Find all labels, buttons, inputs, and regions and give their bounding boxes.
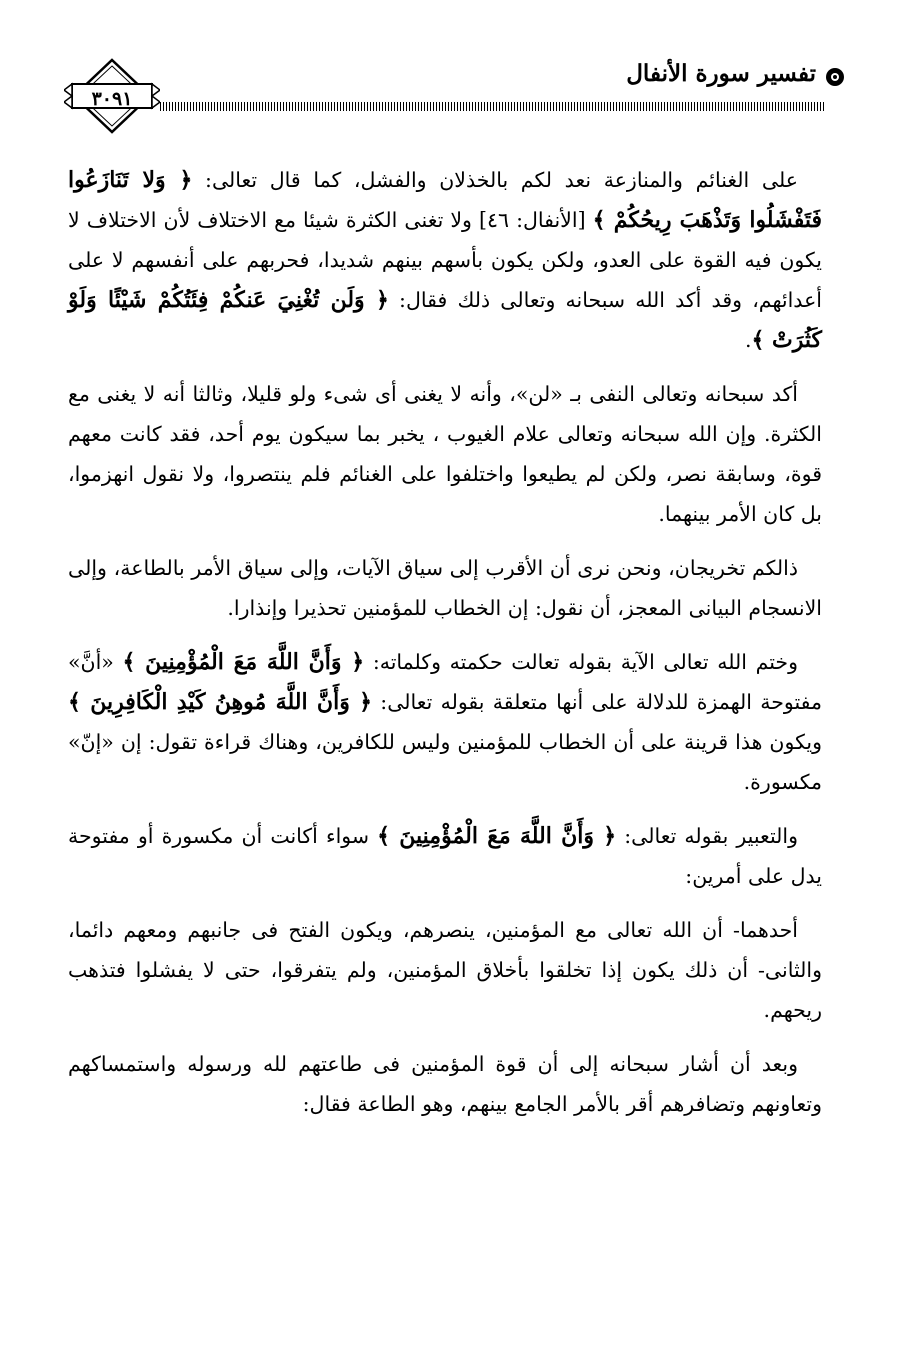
paragraph-text: «أنَّ» مفتوحة الهمزة للدلالة على أنها متعلقة بقوله تعالى: bbox=[68, 650, 823, 714]
paragraph-text: على الغنائم والمنازعة نعد لكم بالخذلان والفشل، كما قال تعالى: bbox=[192, 168, 798, 192]
flower-ornament-icon bbox=[824, 66, 846, 88]
quran-verse-quote: ﴿ وَأَنَّ اللَّهَ مُوهِنُ كَيْدِ الْكَافِرِينَ ﴾ bbox=[68, 689, 373, 715]
header-rule bbox=[160, 102, 826, 111]
paragraph-text: [الأنفال: ٤٦] ولا تغنى الكثرة شيئا مع الاختلاف لأن الاختلاف لا يكون فيه القوة على العدو، ولكن يكون بأسهم بينهم شديدا، فحربهم على أنفسهم لا على أعدائهم، وقد أكد الله سبحانه وتعالى ذلك فقال: bbox=[68, 208, 822, 312]
paragraph-text: وبعد أن أشار سبحانه إلى أن قوة المؤمنين فى طاعتهم لله ورسوله واستمساكهم وتعاونهم وتضافرهم أقر بالأمر الجامع بينهم، وهو الطاعة فقال: bbox=[68, 1052, 822, 1116]
body-paragraph bbox=[68, 374, 822, 534]
paragraph-text: . bbox=[744, 328, 752, 352]
page-number: ٣٠٩١ bbox=[91, 88, 133, 110]
paragraph-text: ويكون هذا قرينة على أن الخطاب للمؤمنين وليس للكافرين، وهناك قراءة تقول: إن «إنّ» مكسورة. bbox=[68, 730, 822, 794]
quran-verse-quote: ﴿ وَأَنَّ اللَّهَ مَعَ الْمُؤْمِنِينَ ﴾ bbox=[377, 823, 617, 849]
body-paragraph bbox=[68, 160, 822, 360]
page-body bbox=[68, 160, 822, 1138]
body-paragraph bbox=[68, 910, 822, 1030]
page-header bbox=[64, 50, 834, 140]
body-paragraph bbox=[68, 816, 822, 896]
quran-verse-quote: ﴿ وَلَن تُغْنِيَ عَنكُمْ فِئَتُكُمْ شَيْئًا وَلَوْ كَثُرَتْ ﴾ bbox=[68, 287, 822, 353]
body-paragraph bbox=[68, 642, 822, 802]
body-paragraph bbox=[68, 548, 822, 628]
paragraph-text: أكد سبحانه وتعالى النفى بـ «لن»، وأنه لا يغنى أى شىء ولو قليلا، وثالثا أنه لا يغنى مع الكثرة. وإن الله سبحانه وتعالى علام الغيوب ، يخبر بما سيكون يوم أحد، فقد كانت معهم قوة، وسابقة نصر، ولكن لم يطيعوا واختلفوا على الغنائم فلم ينتصروا، ولا نقول انهزموا، بل كان الأمر بينهما. bbox=[68, 382, 822, 526]
paragraph-text: والتعبير بقوله تعالى: bbox=[616, 824, 798, 848]
paragraph-text: أحدهما- أن الله تعالى مع المؤمنين، ينصرهم، ويكون الفتح فى جانبهم ومعهم دائما، والثانى- أن ذلك يكون إذا تخلقوا بأخلاق المؤمنين، ولم يتفرقوا، حتى لا يفشلوا فتذهب ريحهم. bbox=[68, 918, 822, 1022]
quran-verse-quote: ﴿ وَأَنَّ اللَّهَ مَعَ الْمُؤْمِنِينَ ﴾ bbox=[122, 649, 365, 675]
body-paragraph bbox=[68, 1044, 822, 1124]
running-title: تفسير سورة الأنفال bbox=[626, 60, 816, 87]
page-number-badge bbox=[64, 56, 160, 136]
paragraph-text: سواء أكانت أن مكسورة أو مفتوحة يدل على أمرين: bbox=[68, 824, 822, 888]
paragraph-text: وختم الله تعالى الآية بقوله تعالت حكمته وكلماته: bbox=[364, 650, 798, 674]
quran-verse-quote: ﴿ وَلا تَنَازَعُوا فَتَفْشَلُوا وَتَذْهَبَ رِيحُكُمْ ﴾ bbox=[68, 167, 822, 233]
paragraph-text: ذالكم تخريجان، ونحن نرى أن الأقرب إلى سياق الآيات، وإلى سياق الأمر بالطاعة، وإلى الانسجام البيانى المعجز، أن نقول: إن الخطاب للمؤمنين تحذيرا وإنذارا. bbox=[68, 556, 822, 620]
